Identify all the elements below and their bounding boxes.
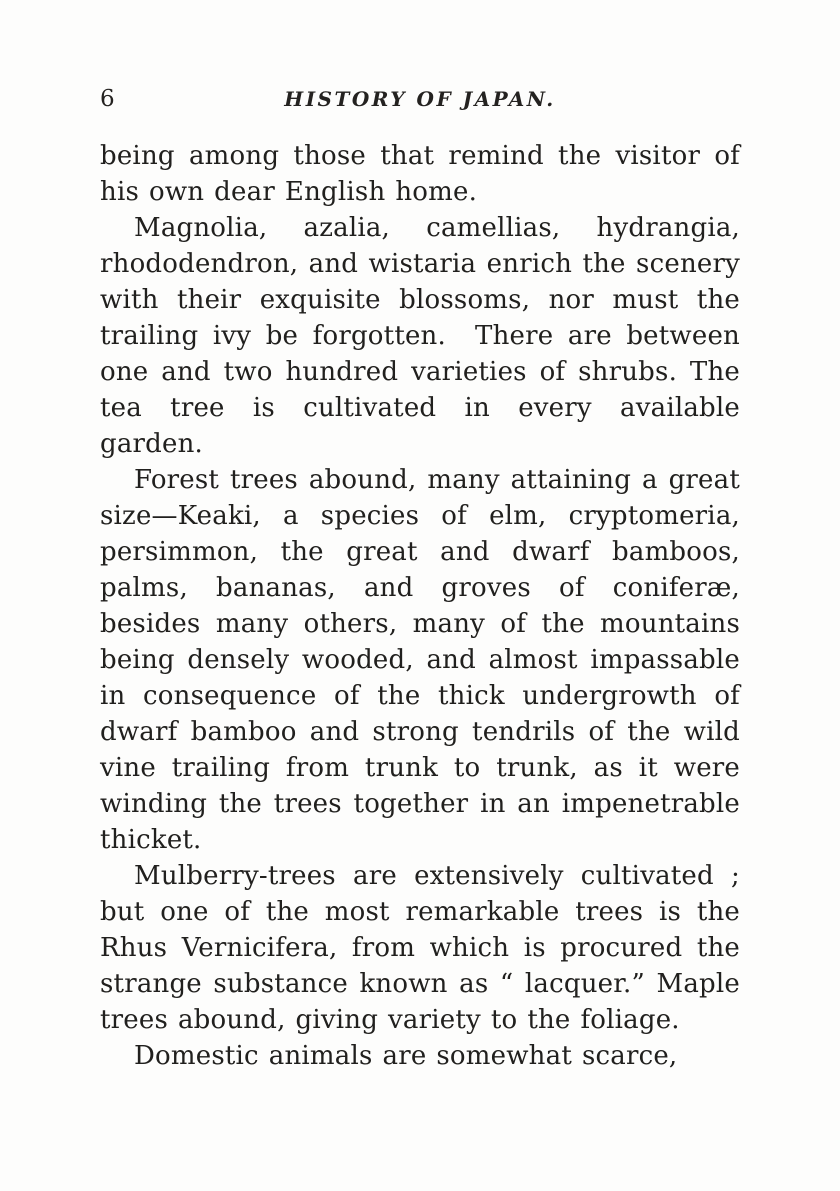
paragraph-domestic-animals: Domestic animals are somewhat scarce, xyxy=(134,1041,678,1071)
paragraph-shrubs: Magnolia, azalia, camellias, hydrangia, rhododendron, and wistaria enrich the scenery with their exquisite blossoms, nor must the trailing ivy be forgotten. There are between one and two hundred varieties of shrubs. The tea tree is cultivated in every available garden. xyxy=(100,213,740,459)
paragraph-forest-trees: Forest trees abound, many attaining a great size—Keaki, a species of elm, cryptomeria, persimmon, the great and dwarf bamboos, palms, bananas, and groves of coniferæ, besides many others, many of the mountains being densely wooded, and almost impassable in consequence of the thick undergrowth of dwarf bamboo and strong tendrils of the wild vine trailing from trunk to trunk, as it were winding the trees together in an impenetrable thicket. xyxy=(100,465,740,855)
running-title: HISTORY OF JAPAN. xyxy=(284,87,556,111)
paragraph-mulberry-trees: Mulberry-trees are extensively cultivated ; but one of the most remarkable trees is the Rhus Vernicifera, from which is procured the strange substance known as “ lacquer.” Maple trees abound, giving variety to the foliage. xyxy=(100,861,740,1035)
page-header xyxy=(100,86,740,116)
paragraph-continuation: being among those that remind the visitor of his own dear English home. xyxy=(100,141,740,207)
page-number: 6 xyxy=(100,86,115,112)
page-body xyxy=(100,138,740,1074)
